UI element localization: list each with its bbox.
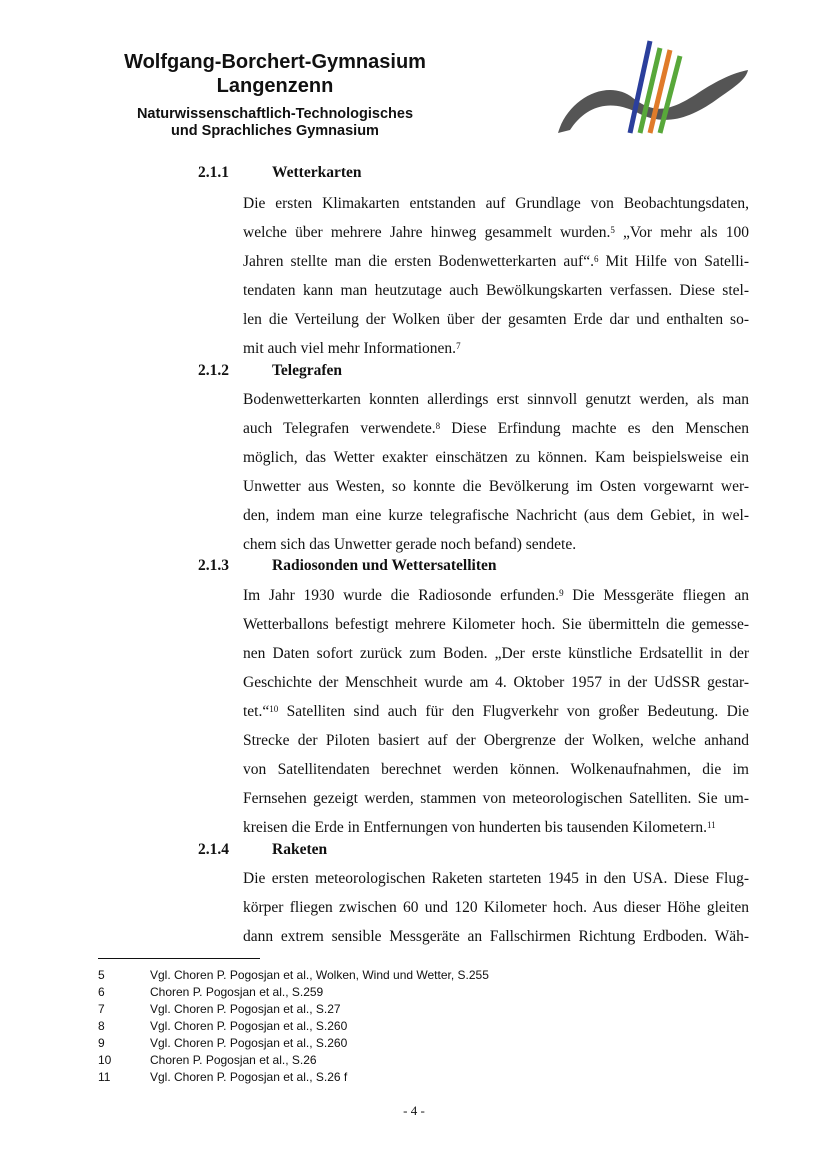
footnote: 10 Choren P. Pogosjan et al., S.26 [98,1053,317,1067]
school-name [100,50,450,98]
text-line: dann extrem sensible Messgeräte an Fallschirmen Richtung Erdboden. Wäh- [243,928,749,945]
section-paragraph [243,581,749,842]
section-paragraph [243,864,749,951]
footnote: 7 Vgl. Choren P. Pogosjan et al., S.27 [98,1002,341,1016]
footnote-ref: 5 [610,225,615,235]
text-line: kreisen die Erde in Entfernungen von hunderten bis tausenden Kilometern.$^{11}$ [243,819,716,836]
text-line: welche über mehrere Jahre hinweg gesammelt wurden.$^5$ „Vor mehr als 100 [243,224,749,241]
text-line: möglich, das Wetter exakter einschätzen zu können. Kam beispielsweise ein [243,449,749,466]
section-number: 2.1.4 [198,841,229,858]
text-line: körper fliegen zwischen 60 und 120 Kilometer hoch. Aus dieser Höhe gleiten [243,899,749,916]
text-line: len die Verteilung der Wolken über der gesamten Erde dar und enthalten so- [243,311,749,328]
logo-green-stroke-2 [660,56,680,133]
text-line: Die ersten Klimakarten entstanden auf Grundlage von Beobachtungsdaten, [243,195,749,212]
section-title: Telegrafen [272,362,343,379]
text-line: chem sich das Unwetter gerade noch befand) sendete. [243,536,577,553]
text-line: Unwetter aus Westen, so konnte die Bevölkerung im Osten vorgewarnt wer- [243,478,749,495]
footnote: 6 Choren P. Pogosjan et al., S.259 [98,985,324,999]
text-line: tet.“$^{10}$ Satelliten sind auch für den Flugverkehr von großer Bedeutung. Die [243,703,749,720]
text-line: Fernsehen gezeigt werden, stammen von meteorologischen Satelliten. Sie um- [243,790,749,807]
logo-blue-stroke [630,41,650,133]
footnotes [98,967,698,1086]
text-line: Geschichte der Menschheit wurde am 4. Oktober 1957 in der UdSSR gestar- [243,674,749,691]
section-number: 2.1.1 [198,164,229,181]
section-title: Radiosonden und Wettersatelliten [272,557,497,574]
text-line: nen Daten sofort zurück zum Boden. „Der erste künstliche Erdsatellit in der [243,645,749,662]
school-subtitle-line1: Naturwissenschaftlich-Technologisches [136,106,414,122]
footnote-separator [98,958,260,959]
school-subtitle [100,106,450,140]
section-heading [198,557,497,575]
section-heading [198,164,362,182]
school-subtitle-line2: und Sprachliches Gymnasium [171,123,379,139]
footnote: 11 Vgl. Choren P. Pogosjan et al., S.26 f [98,1070,348,1084]
logo-orange-stroke [650,50,670,133]
text-line: Bodenwetterkarten konnten allerdings erst sinnvoll genutzt werden, als man [243,391,749,408]
footnote: 9 Vgl. Choren P. Pogosjan et al., S.260 [98,1036,348,1050]
section-heading [198,841,327,859]
text-line: den, indem man eine kurze telegrafische Nachricht (aus dem Gebiet, in wel- [243,507,749,524]
text-line: Jahren stellte man die ersten Bodenwetterkarten auf“.$^6$ Mit Hilfe von Satelli- [243,253,749,270]
text-line: tendaten kann man heutzutage auch Bewölkungskarten verfassen. Diese stel- [243,282,749,299]
school-name-line1: Wolfgang-Borchert-Gymnasium [124,51,426,73]
text-line: Im Jahr 1930 wurde die Radiosonde erfunden.$^9$ Die Messgeräte fliegen an [243,587,749,604]
logo-green-stroke [640,48,660,133]
footnote-ref: 8 [435,421,441,431]
footnote: 5 Vgl. Choren P. Pogosjan et al., Wolken, Wind und Wetter, S.255 [98,968,489,982]
page-number: - 4 - [403,1103,425,1118]
text-line: Die ersten meteorologischen Raketen starteten 1945 in den USA. Diese Flug- [243,870,749,887]
footnote-ref: 11 [707,820,716,830]
text-line: mit auch viel mehr Informationen.$^7$ [243,340,461,357]
page-header [0,0,828,150]
footnote-ref: 6 [593,254,599,264]
footnote-ref: 7 [456,341,461,351]
text-line: auch Telegrafen verwendete.$^8$ Diese Erfindung machte es den Menschen [243,420,749,437]
section-title: Raketen [272,841,328,858]
section-heading [198,362,342,380]
section-title: Wetterkarten [272,164,362,181]
text-line: Strecke der Piloten basiert auf der Obergrenze der Wolken, welche anhand [243,732,749,749]
section-number: 2.1.3 [198,557,229,574]
text-line: Wetterballons befestigt mehrere Kilometer hoch. Sie übermitteln die gemesse- [243,616,749,633]
section-paragraph [243,385,749,559]
school-logo-icon [548,38,753,138]
school-name-line2: Langenzenn [216,75,334,97]
footnote: 8 Vgl. Choren P. Pogosjan et al., S.260 [98,1019,348,1033]
section-number: 2.1.2 [198,362,229,379]
section-paragraph [243,189,749,363]
footnote-ref: 9 [559,588,564,598]
footnote-ref: 10 [269,704,279,714]
text-line: von Satellitendaten berechnet werden können. Wolkenaufnahmen, die im [243,761,749,778]
